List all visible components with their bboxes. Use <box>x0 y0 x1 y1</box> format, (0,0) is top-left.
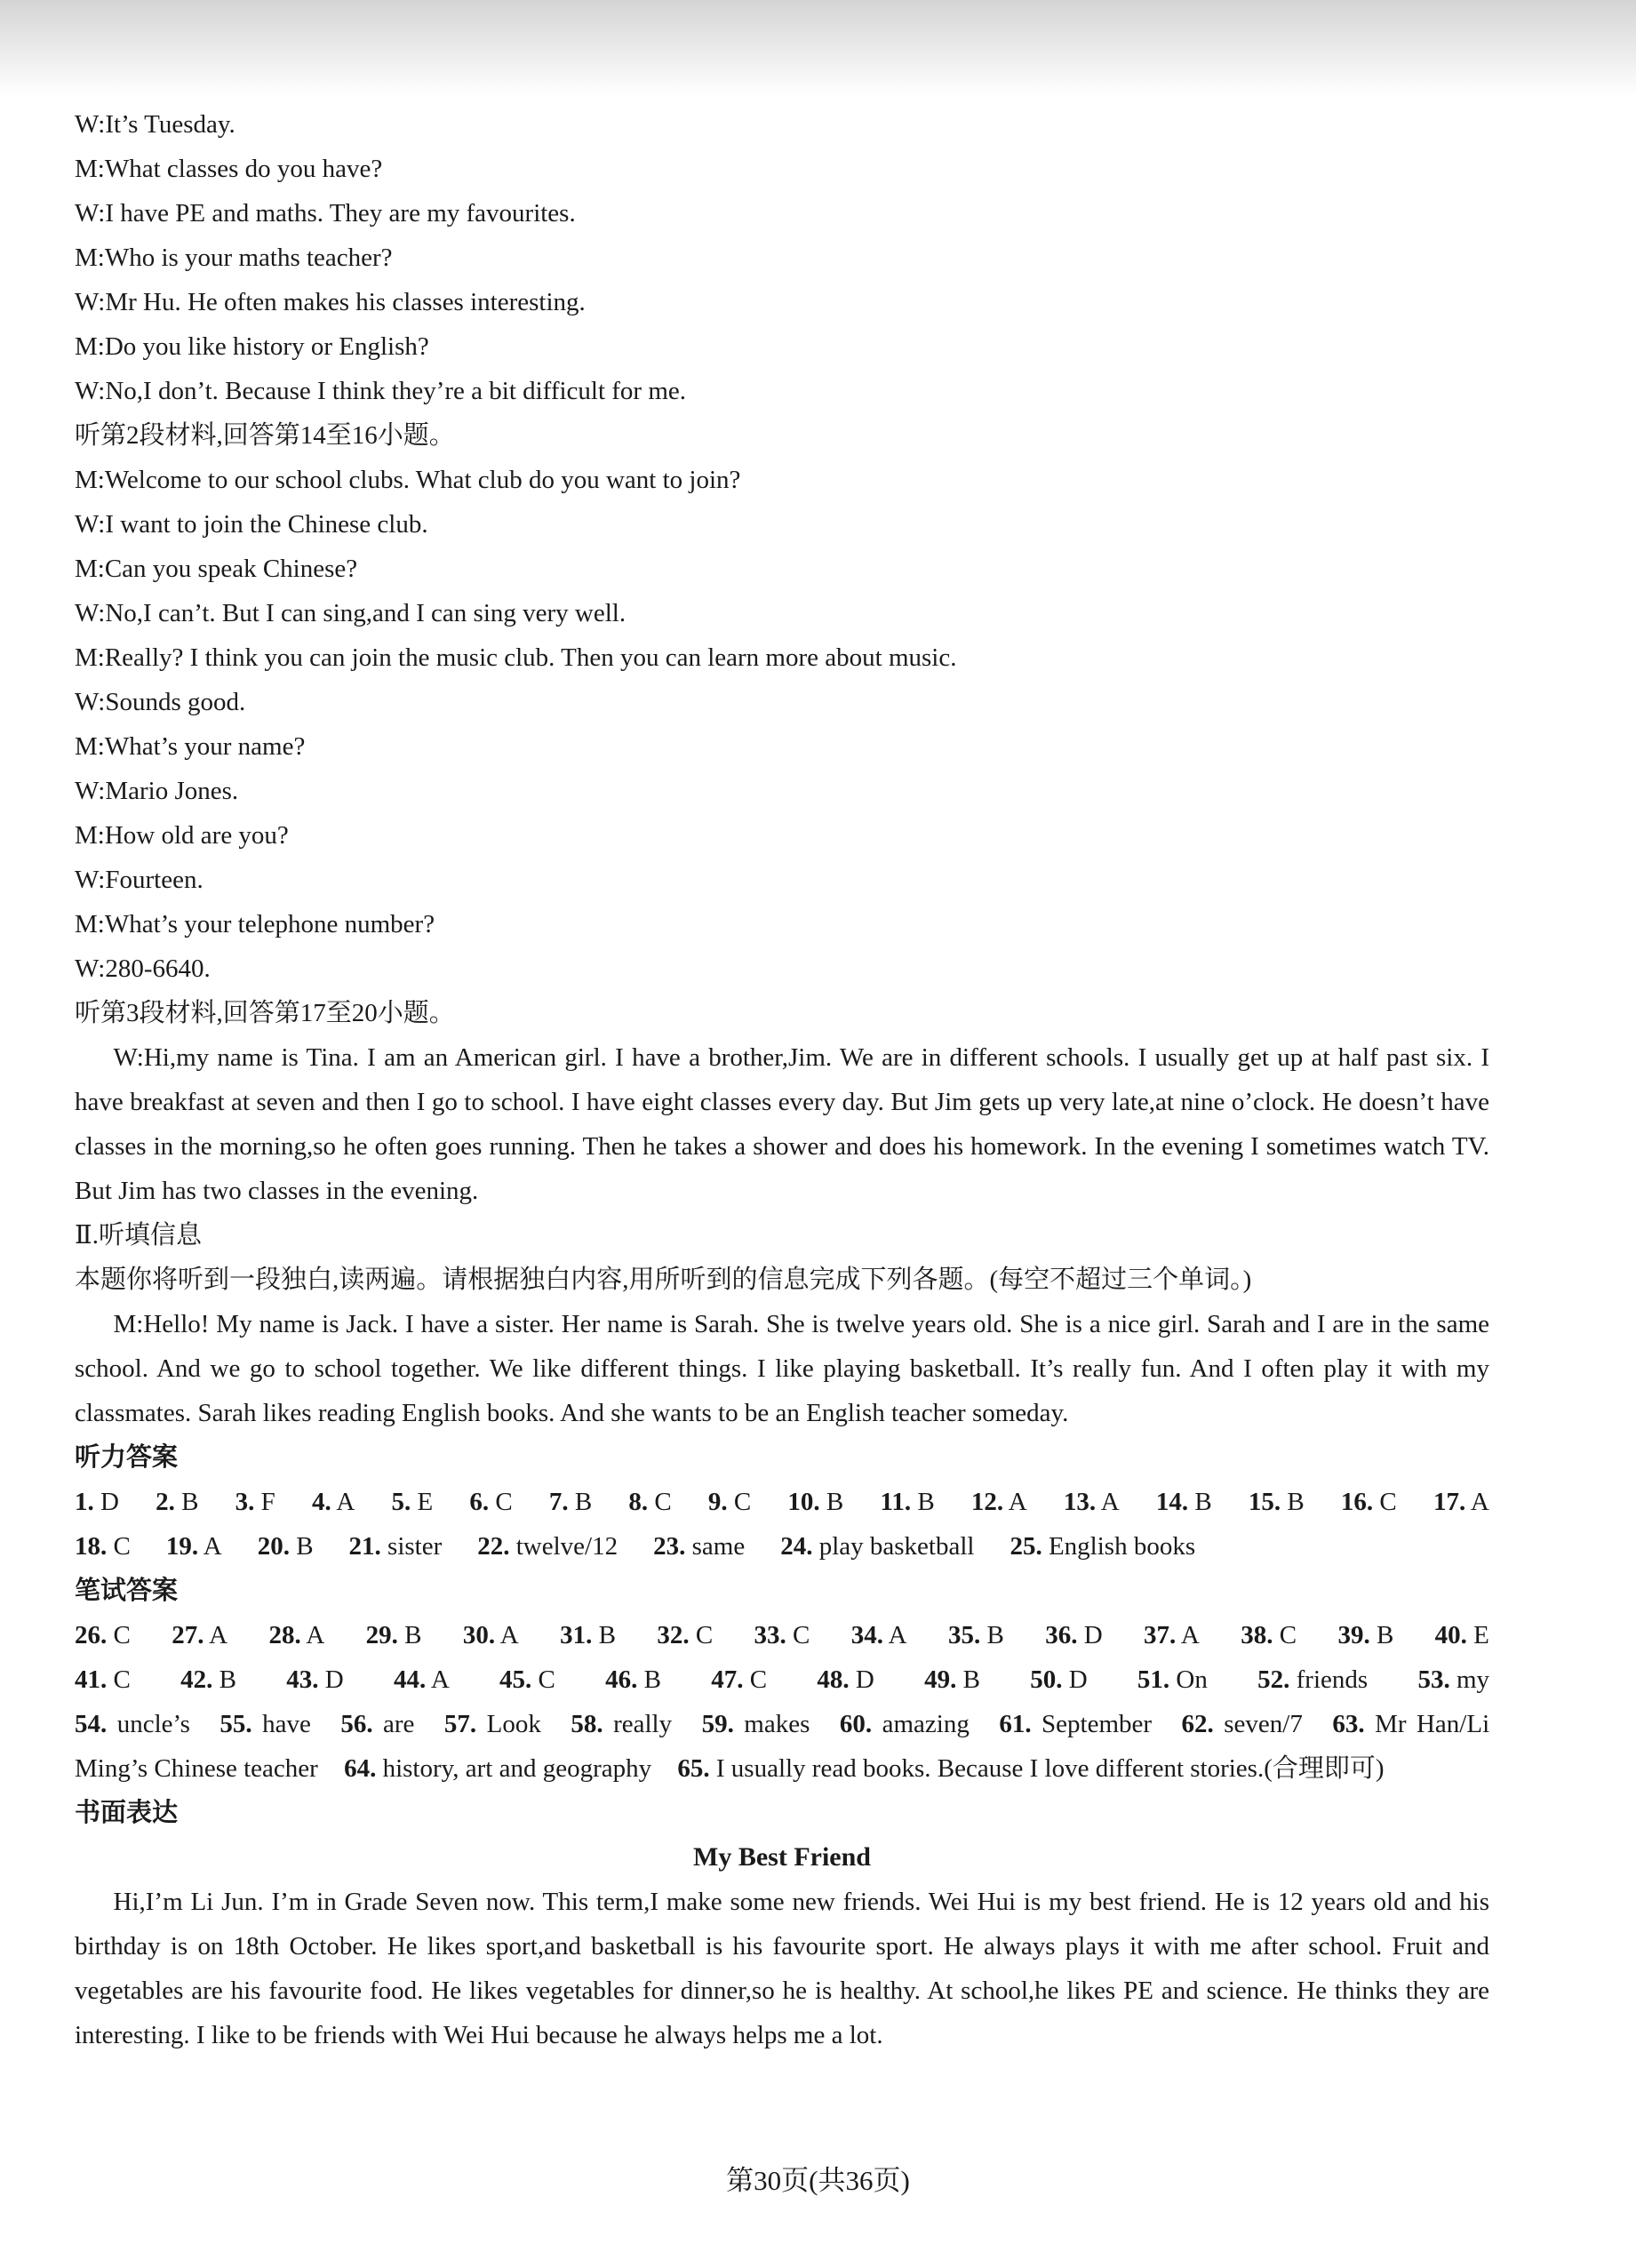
dialogue-line: M:How old are you? <box>75 821 289 850</box>
answer-item <box>1144 1613 1200 1657</box>
answer-item <box>754 1613 810 1657</box>
answer-number: 12. <box>970 1488 1004 1516</box>
answer-text: B <box>397 1621 422 1649</box>
answer-number: 61. <box>999 1710 1032 1738</box>
answer-item <box>391 1480 433 1524</box>
answer-number: 6. <box>469 1488 490 1516</box>
answer-number: 63. <box>1332 1710 1365 1738</box>
answer-text: C <box>743 1665 768 1694</box>
dialogue-line: W:Sounds good. <box>75 688 246 716</box>
dialogue-line: W:I have PE and maths. They are my favourites. <box>75 199 576 228</box>
answer-text: makes <box>733 1710 810 1738</box>
answer-item <box>1064 1480 1120 1524</box>
answer-item <box>780 1524 974 1569</box>
answer-item <box>499 1657 555 1702</box>
answer-item <box>172 1613 227 1657</box>
answer-item <box>817 1657 874 1702</box>
dialogue-line: M:Can you speak Chinese? <box>75 555 358 583</box>
answer-text: A <box>331 1488 355 1516</box>
answer-item <box>394 1657 450 1702</box>
answer-item <box>469 1480 512 1524</box>
answer-text: C <box>531 1665 555 1694</box>
answer-number: 29. <box>365 1621 398 1649</box>
answer-number: 38. <box>1241 1621 1273 1649</box>
answer-row <box>75 1657 1489 1702</box>
dialogue-line: W:Mr Hu. He often makes his classes interesting. <box>75 288 586 316</box>
answer-item <box>1241 1613 1297 1657</box>
answer-text: E <box>1466 1621 1489 1649</box>
answer-paragraph <box>75 1702 1489 1791</box>
answer-number: 45. <box>499 1665 532 1694</box>
answer-text: A <box>1176 1621 1200 1649</box>
answer-number: 13. <box>1063 1488 1097 1516</box>
answer-number: 9. <box>707 1488 728 1516</box>
answer-number: 24. <box>780 1532 813 1561</box>
answer-text: my <box>1449 1665 1489 1694</box>
answer-number: 52. <box>1257 1665 1290 1694</box>
answer-text: C <box>1273 1621 1297 1649</box>
dialogue-line: W:No,I can’t. But I can sing,and I can sing very well. <box>75 599 626 627</box>
dialogue-line: M:What classes do you have? <box>75 155 383 183</box>
answer-number: 25. <box>1010 1532 1042 1561</box>
section-2-title: 听第2段材料,回答第14至16小题。 <box>75 421 455 450</box>
answer-number: 53. <box>1417 1665 1450 1694</box>
answer-text: A <box>1096 1488 1120 1516</box>
dialogue-line: W:Mario Jones. <box>75 777 239 805</box>
answer-text: B <box>1281 1488 1305 1516</box>
answer-number: 31. <box>560 1621 593 1649</box>
answer-number: 21. <box>348 1532 381 1561</box>
answer-text: A <box>1003 1488 1027 1516</box>
answer-text: uncle’s <box>107 1710 190 1738</box>
answer-number: 50. <box>1030 1665 1063 1694</box>
answer-number: 22. <box>477 1532 510 1561</box>
answer-text: same <box>685 1532 746 1561</box>
answer-number: 40. <box>1434 1621 1467 1649</box>
answer-item <box>477 1524 618 1569</box>
dialogue-1 <box>75 102 1489 413</box>
answer-item <box>702 1710 810 1738</box>
answer-text: B <box>819 1488 844 1516</box>
answer-number: 54. <box>75 1710 108 1738</box>
document-page <box>75 102 1489 2057</box>
answer-item <box>653 1524 745 1569</box>
dialogue-line: W:280-6640. <box>75 954 211 983</box>
answer-text: A <box>883 1621 907 1649</box>
listening-answers-title: 听力答案 <box>75 1443 179 1472</box>
answer-item <box>1156 1480 1212 1524</box>
answer-item <box>571 1710 672 1738</box>
part-2-instruction: 本题你将听到一段独白,读两遍。请根据独白内容,用所听到的信息完成下列各题。(每空不超过三个单词。) <box>75 1266 1252 1294</box>
answer-item <box>268 1613 324 1657</box>
answer-number: 51. <box>1137 1665 1170 1694</box>
dialogue-2 <box>75 458 1489 991</box>
answer-text: F <box>254 1488 275 1516</box>
answer-number: 7. <box>548 1488 569 1516</box>
answer-item <box>1435 1613 1489 1657</box>
answer-text: C <box>1373 1488 1397 1516</box>
answer-item <box>560 1613 616 1657</box>
answer-number: 2. <box>156 1488 175 1516</box>
answer-text: C <box>727 1488 752 1516</box>
answer-text: B <box>1188 1488 1212 1516</box>
scan-header-shadow <box>0 0 1636 96</box>
answer-item <box>880 1480 934 1524</box>
answer-item <box>787 1480 843 1524</box>
answer-text: B <box>980 1621 1004 1649</box>
answer-item <box>605 1657 661 1702</box>
answer-text: E <box>411 1488 434 1516</box>
answer-number: 32. <box>657 1621 690 1649</box>
answer-number: 1. <box>75 1488 94 1516</box>
answer-item <box>657 1613 713 1657</box>
answer-item <box>156 1480 198 1524</box>
answer-item <box>1337 1613 1393 1657</box>
answer-item <box>840 1710 970 1738</box>
answer-item <box>344 1754 651 1783</box>
answer-text: English books <box>1041 1532 1196 1561</box>
answer-item <box>75 1613 131 1657</box>
answer-number: 47. <box>711 1665 744 1694</box>
answer-text: C <box>107 1532 131 1561</box>
answer-number: 43. <box>286 1665 319 1694</box>
answer-text: Mr Han/Li Ming’s Chinese teacher <box>75 1710 1490 1783</box>
answer-text: amazing <box>872 1710 970 1738</box>
answer-number: 35. <box>947 1621 981 1649</box>
answer-text: C <box>648 1488 672 1516</box>
answer-item <box>219 1710 310 1738</box>
answer-item <box>628 1480 671 1524</box>
answer-text: B <box>911 1488 935 1516</box>
answer-number: 59. <box>701 1710 734 1738</box>
answer-item <box>1249 1480 1305 1524</box>
answer-number: 49. <box>924 1665 957 1694</box>
answer-text: C <box>107 1665 131 1694</box>
answer-item <box>166 1524 222 1569</box>
answer-text: C <box>689 1621 714 1649</box>
answer-number: 3. <box>235 1488 255 1516</box>
answer-number: 48. <box>817 1665 850 1694</box>
dialogue-line: W:It’s Tuesday. <box>75 110 235 139</box>
answer-item <box>1030 1657 1087 1702</box>
answer-text: D <box>1077 1621 1103 1649</box>
answer-text: B <box>956 1665 980 1694</box>
answer-item <box>1182 1710 1303 1738</box>
answer-number: 39. <box>1337 1621 1370 1649</box>
answer-number: 34. <box>850 1621 883 1649</box>
answer-text: A <box>300 1621 325 1649</box>
answer-text: seven/7 <box>1213 1710 1303 1738</box>
answer-item <box>286 1657 343 1702</box>
answer-number: 56. <box>340 1710 373 1738</box>
answer-item <box>677 1754 1384 1783</box>
answer-text: history, art and geography <box>376 1754 652 1783</box>
answer-number: 4. <box>311 1488 331 1516</box>
monologue-3: W:Hi,my name is Tina. I am an American girl. I have a brother,Jim. We are in different schools. I usually get up at half past six. I have breakfast at seven and then I go to school. I have eight classes every day. But Jim gets up very late,at nine o’clock. He doesn’t have classes in the morning,so he often goes running. Then he takes a shower and does his homework. In the evening I sometimes watch TV. But Jim has two classes in the evening. <box>75 1043 1489 1205</box>
answer-text: I usually read books. Because I love different stories.(合理即可) <box>709 1754 1385 1783</box>
answer-text: play basketball <box>812 1532 975 1561</box>
answer-item <box>971 1480 1027 1524</box>
monologue-part-2: M:Hello! My name is Jack. I have a sister. Her name is Sarah. She is twelve years old. She is a nice girl. Sarah and I are in the same school. And we go to school together. We like different things. I like playing basketball. It’s really fun. And I often play it with my classmates. Sarah likes reading English books. And she wants to be an English teacher someday. <box>75 1310 1489 1427</box>
answer-item <box>999 1710 1152 1738</box>
answer-item <box>349 1524 443 1569</box>
answer-text: A <box>1465 1488 1489 1516</box>
answer-item <box>75 1524 131 1569</box>
answer-text: D <box>93 1488 119 1516</box>
answer-number: 64. <box>344 1754 377 1783</box>
answer-number: 14. <box>1155 1488 1189 1516</box>
answer-text: B <box>1369 1621 1394 1649</box>
answer-number: 18. <box>75 1532 108 1561</box>
answer-text: have <box>251 1710 311 1738</box>
answer-item <box>1341 1480 1397 1524</box>
part-2-title: Ⅱ.听填信息 <box>75 1221 202 1250</box>
answer-number: 46. <box>605 1665 638 1694</box>
answer-text: September <box>1031 1710 1153 1738</box>
answer-text: A <box>495 1621 519 1649</box>
answer-number: 16. <box>1340 1488 1374 1516</box>
answer-text: sister <box>380 1532 443 1561</box>
essay-body: Hi,I’m Li Jun. I’m in Grade Seven now. This term,I make some new friends. Wei Hui is my best friend. He is 12 years old and his birthday is on 18th October. He likes sport,and basketball is his favourite sport. He always plays it with me after school. Fruit and vegetables are his favourite food. He likes vegetables for dinner,so he is healthy. At school,he likes PE and science. He thinks they are interesting. I like to be friends with Wei Hui because he always helps me a lot. <box>75 1888 1489 2049</box>
answer-item <box>180 1657 236 1702</box>
answer-item <box>1010 1524 1195 1569</box>
answer-number: 17. <box>1432 1488 1466 1516</box>
answer-text: B <box>568 1488 593 1516</box>
answer-item <box>463 1613 519 1657</box>
written-answers-title: 笔试答案 <box>75 1577 179 1605</box>
answer-text: C <box>489 1488 513 1516</box>
answer-item <box>258 1524 314 1569</box>
answer-item <box>1137 1657 1208 1702</box>
answer-number: 33. <box>754 1621 786 1649</box>
answer-text: D <box>318 1665 344 1694</box>
dialogue-line: W:No,I don’t. Because I think they’re a bit difficult for me. <box>75 377 687 405</box>
dialogue-line: M:Welcome to our school clubs. What club do you want to join? <box>75 466 741 494</box>
answer-number: 36. <box>1045 1621 1078 1649</box>
page-footer: 第30页(共36页) <box>726 2165 910 2196</box>
answer-text: really <box>603 1710 673 1738</box>
answer-text: On <box>1169 1665 1208 1694</box>
answer-number: 62. <box>1181 1710 1214 1738</box>
answer-text: B <box>592 1621 616 1649</box>
answer-number: 57. <box>443 1710 477 1738</box>
answer-item <box>948 1613 1004 1657</box>
answer-item <box>1433 1480 1489 1524</box>
answer-text: are <box>372 1710 415 1738</box>
answer-text: D <box>849 1665 874 1694</box>
answer-item <box>366 1613 422 1657</box>
answer-text: A <box>426 1665 450 1694</box>
answer-number: 20. <box>257 1532 290 1561</box>
answer-row <box>75 1480 1489 1524</box>
dialogue-line: W:Fourteen. <box>75 866 204 894</box>
answer-text: B <box>637 1665 661 1694</box>
answer-text: B <box>289 1532 314 1561</box>
answer-text: D <box>1062 1665 1088 1694</box>
answer-item <box>924 1657 980 1702</box>
answer-number: 44. <box>393 1665 427 1694</box>
essay-title: My Best Friend <box>693 1842 871 1872</box>
answer-item <box>75 1657 131 1702</box>
answer-item <box>444 1710 541 1738</box>
answer-item <box>711 1657 767 1702</box>
answer-text: B <box>174 1488 199 1516</box>
answer-text: C <box>107 1621 131 1649</box>
answer-number: 60. <box>839 1710 873 1738</box>
answer-number: 5. <box>391 1488 411 1516</box>
dialogue-line: M:What’s your name? <box>75 732 306 761</box>
answer-text: twelve/12 <box>509 1532 618 1561</box>
answer-number: 37. <box>1144 1621 1177 1649</box>
dialogue-line: M:Really? I think you can join the music club. Then you can learn more about music. <box>75 643 957 672</box>
answer-text: C <box>786 1621 810 1649</box>
answer-item <box>75 1480 119 1524</box>
answer-text: B <box>212 1665 236 1694</box>
answer-number: 23. <box>653 1532 686 1561</box>
answer-item <box>235 1480 275 1524</box>
answer-number: 30. <box>462 1621 496 1649</box>
answer-text: friends <box>1289 1665 1369 1694</box>
answer-item <box>1417 1657 1489 1702</box>
answer-number: 65. <box>677 1754 710 1783</box>
dialogue-line: M:Do you like history or English? <box>75 332 429 361</box>
dialogue-line: M:What’s your telephone number? <box>75 910 435 938</box>
answer-number: 58. <box>571 1710 603 1738</box>
answer-item <box>312 1480 355 1524</box>
answer-item <box>340 1710 414 1738</box>
dialogue-line: M:Who is your maths teacher? <box>75 244 393 272</box>
answer-item <box>851 1613 907 1657</box>
answer-item <box>75 1710 190 1738</box>
answer-number: 10. <box>787 1488 820 1516</box>
answer-number: 15. <box>1248 1488 1281 1516</box>
answer-number: 55. <box>219 1710 252 1738</box>
answer-item <box>1257 1657 1368 1702</box>
answer-row <box>75 1524 1489 1569</box>
section-3-title: 听第3段材料,回答第17至20小题。 <box>75 999 455 1027</box>
answer-text: Look <box>476 1710 541 1738</box>
writing-section-title: 书面表达 <box>75 1799 179 1827</box>
answer-row <box>75 1613 1489 1657</box>
answer-number: 11. <box>880 1488 912 1516</box>
answer-number: 19. <box>165 1532 199 1561</box>
answer-item <box>708 1480 751 1524</box>
answer-number: 41. <box>75 1665 108 1694</box>
answer-number: 27. <box>172 1621 204 1649</box>
answer-number: 26. <box>75 1621 108 1649</box>
answer-text: A <box>198 1532 222 1561</box>
answer-number: 42. <box>180 1665 213 1694</box>
answer-item <box>1045 1613 1102 1657</box>
answer-number: 8. <box>628 1488 649 1516</box>
answer-item <box>549 1480 592 1524</box>
answer-number: 28. <box>268 1621 301 1649</box>
answer-text: A <box>204 1621 228 1649</box>
dialogue-line: W:I want to join the Chinese club. <box>75 510 428 539</box>
